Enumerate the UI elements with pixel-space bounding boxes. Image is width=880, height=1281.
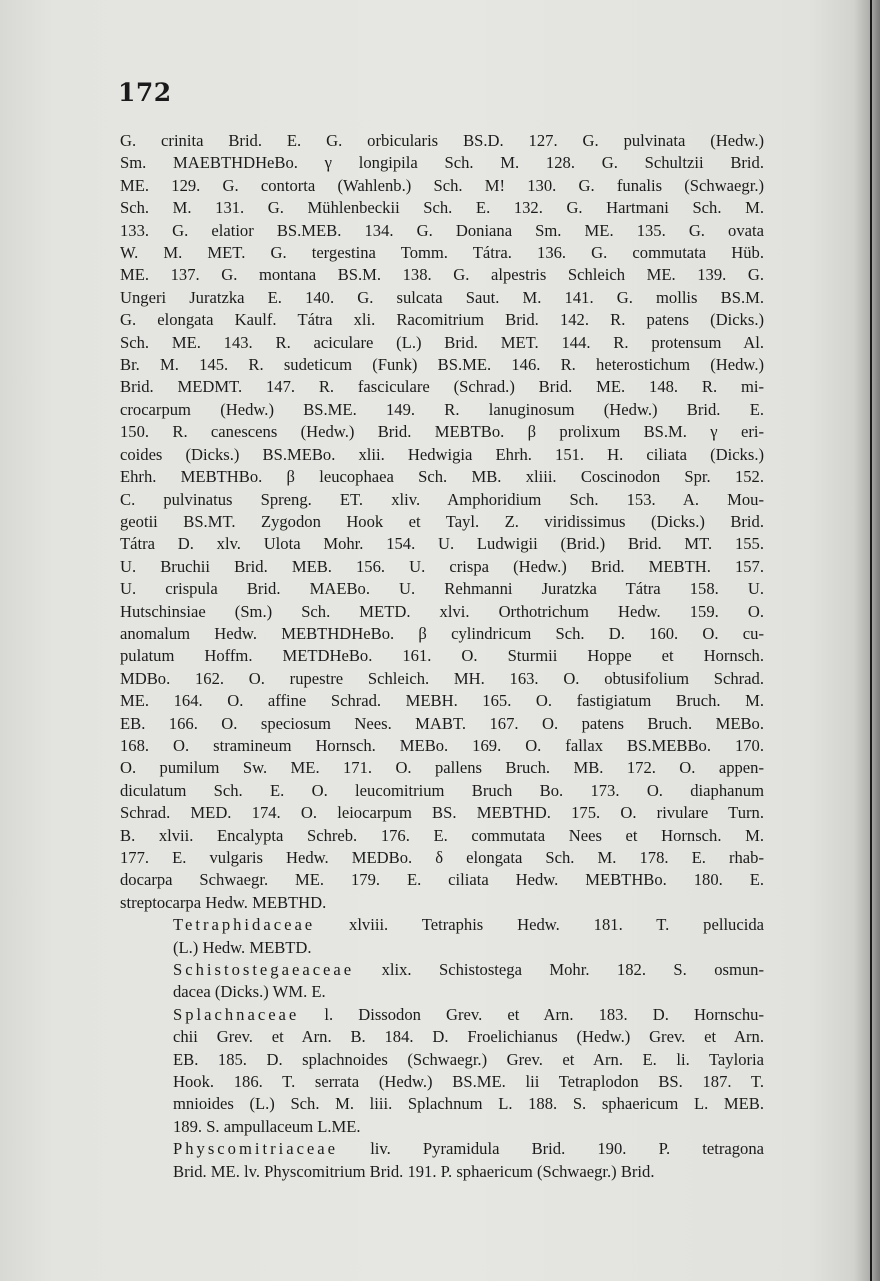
text-line [120, 1093, 764, 1115]
physcomitriaceae-paragraph [120, 1138, 764, 1183]
family-name: Tetraphidaceae [173, 915, 316, 935]
line-text: Hook. 186. T. serrata (Hedw.) BS.ME. lii Tetraplodon BS. 187. T. [173, 1072, 764, 1092]
line-text: ME. 164. O. affine Schrad. MEBH. 165. O. fastigiatum Bruch. M. [120, 691, 764, 711]
line-text: Ungeri Juratzka E. 140. G. sulcata Saut. M. 141. G. mollis BS.M. [120, 287, 764, 307]
line-text: Schrad. MED. 174. O. leiocarpum BS. MEBTHD. 175. O. rivulare Turn. [120, 803, 764, 823]
line-text: ME. 137. G. montana BS.M. 138. G. alpestris Schleich ME. 139. G. [120, 265, 764, 285]
line-text: liv. Pyramidula Brid. 190. P. tetragona [338, 1139, 764, 1159]
text-line [120, 220, 764, 242]
text-line [120, 332, 764, 354]
line-text: pulatum Hoffm. METDHeBo. 161. O. Sturmii Hoppe et Hornsch. [120, 646, 764, 666]
text-line [120, 645, 764, 667]
line-text: G. crinita Brid. E. G. orbicularis BS.D. 127. G. pulvinata (Hedw.) [120, 131, 764, 150]
text-line [120, 175, 764, 197]
line-text: U. crispula Brid. MAEBo. U. Rehmanni Juratzka Tátra 158. U. [120, 579, 764, 599]
text-line [120, 914, 764, 936]
line-text: chii Grev. et Arn. B. 184. D. Froelichianus (Hedw.) Grev. et Arn. [173, 1027, 764, 1047]
line-text: xlviii. Tetraphis Hedw. 181. T. pellucida [315, 915, 764, 935]
text-line [120, 1071, 764, 1093]
text-line [120, 399, 764, 421]
splachnaceae-paragraph [120, 1004, 764, 1138]
text-line [120, 713, 764, 735]
text-line [120, 735, 764, 757]
text-line [120, 556, 764, 578]
text-line [120, 959, 764, 981]
line-text: 189. S. ampullaceum L.ME. [173, 1116, 361, 1136]
text-line [120, 690, 764, 712]
text-line [120, 444, 764, 466]
line-text: B. xlvii. Encalypta Schreb. 176. E. commutata Nees et Hornsch. M. [120, 825, 764, 845]
line-text: EB. 185. D. splachnoides (Schwaegr.) Grev. et Arn. E. li. Tayloria [173, 1049, 764, 1069]
text-line [120, 1116, 764, 1138]
text-line [120, 354, 764, 376]
line-text: MDBo. 162. O. rupestre Schleich. MH. 163. O. obtusifolium Schrad. [120, 668, 764, 688]
page-edge-shadow [854, 0, 880, 1281]
tetraphidaceae-paragraph [120, 914, 764, 959]
line-text: mnioides (L.) Sch. M. liii. Splachnum L. 188. S. sphaericum L. MEB. [173, 1094, 764, 1114]
text-line [120, 825, 764, 847]
line-text: Sch. M. 131. G. Mühlenbeckii Sch. E. 132. G. Hartmani Sch. M. [120, 198, 764, 218]
line-text: ME. 129. G. contorta (Wahlenb.) Sch. M! 130. G. funalis (Schwaegr.) [120, 175, 764, 195]
line-text: C. pulvinatus Spreng. ET. xliv. Amphoridium Sch. 153. A. Mou- [120, 489, 764, 509]
species-list-paragraph [120, 130, 764, 914]
text-line [120, 668, 764, 690]
text-line [120, 1026, 764, 1048]
line-text: 150. R. canescens (Hedw.) Brid. MEBTBo. β prolixum BS.M. γ eri- [120, 422, 764, 442]
line-text: Brid. MEDMT. 147. R. fasciculare (Schrad.) Brid. ME. 148. R. mi- [120, 377, 764, 397]
text-line [120, 578, 764, 600]
page-number: 172 [118, 78, 172, 107]
line-text: W. M. MET. G. tergestina Tomm. Tátra. 136. G. commutata Hüb. [120, 243, 764, 263]
family-name: Splachnaceae [173, 1004, 300, 1024]
line-text: O. pumilum Sw. ME. 171. O. pallens Bruch. MB. 172. O. appen- [120, 758, 764, 778]
text-line [120, 847, 764, 869]
line-text: diculatum Sch. E. O. leucomitrium Bruch Bo. 173. O. diaphanum [120, 780, 764, 800]
text-line [120, 1161, 764, 1183]
text-line [120, 152, 764, 174]
text-line [120, 869, 764, 891]
line-text: Sm. MAEBTHDHeBo. γ longipila Sch. M. 128. G. Schultzii Brid. [120, 153, 764, 173]
text-line [120, 892, 764, 914]
schistostegaceae-paragraph [120, 959, 764, 1004]
text-line [120, 421, 764, 443]
text-line [120, 1004, 764, 1026]
text-line [120, 1049, 764, 1071]
text-line [120, 601, 764, 623]
page-edge-line [870, 0, 872, 1281]
text-line [120, 197, 764, 219]
line-text: (L.) Hedw. MEBTD. [173, 937, 312, 957]
line-text: xlix. Schistostega Mohr. 182. S. osmun- [354, 960, 764, 980]
line-text: anomalum Hedw. MEBTHDHeBo. β cylindricum Sch. D. 160. O. cu- [120, 623, 764, 643]
text-line [120, 623, 764, 645]
line-text: docarpa Schwaegr. ME. 179. E. ciliata Hedw. MEBTHBo. 180. E. [120, 870, 764, 890]
line-text: G. elongata Kaulf. Tátra xli. Racomitrium Brid. 142. R. patens (Dicks.) [120, 310, 764, 330]
line-text: crocarpum (Hedw.) BS.ME. 149. R. lanuginosum (Hedw.) Brid. E. [120, 399, 764, 419]
text-line [120, 533, 764, 555]
line-text: Sch. ME. 143. R. aciculare (L.) Brid. MET. 144. R. protensum Al. [120, 332, 764, 352]
line-text: Brid. ME. lv. Physcomitrium Brid. 191. P. sphaericum (Schwaegr.) Brid. [173, 1161, 655, 1181]
text-line [120, 287, 764, 309]
text-line [120, 1138, 764, 1160]
text-line [120, 981, 764, 1003]
text-line [120, 780, 764, 802]
text-line [120, 376, 764, 398]
text-line [120, 309, 764, 331]
text-line [120, 511, 764, 533]
line-text: geotii BS.MT. Zygodon Hook et Tayl. Z. viridissimus (Dicks.) Brid. [120, 511, 764, 531]
text-line [120, 264, 764, 286]
line-text: Ehrh. MEBTHBo. β leucophaea Sch. MB. xliii. Coscinodon Spr. 152. [120, 467, 764, 487]
line-text: Hutschinsiae (Sm.) Sch. METD. xlvi. Orthotrichum Hedw. 159. O. [120, 601, 764, 621]
line-text: coides (Dicks.) BS.MEBo. xlii. Hedwigia Ehrh. 151. H. ciliata (Dicks.) [120, 444, 764, 464]
line-text: U. Bruchii Brid. MEB. 156. U. crispa (Hedw.) Brid. MEBTH. 157. [120, 556, 764, 576]
text-line [120, 757, 764, 779]
family-name: Schistostegaeaceae [173, 960, 355, 980]
family-name: Physcomitriaceae [173, 1139, 339, 1159]
line-text: EB. 166. O. speciosum Nees. MABT. 167. O. patens Bruch. MEBo. [120, 713, 764, 733]
line-text: 177. E. vulgaris Hedw. MEDBo. δ elongata Sch. M. 178. E. rhab- [120, 848, 764, 867]
line-text: Tátra D. xlv. Ulota Mohr. 154. U. Ludwigii (Brid.) Brid. MT. 155. [120, 534, 764, 554]
text-line [120, 466, 764, 488]
line-text: 168. O. stramineum Hornsch. MEBo. 169. O. fallax BS.MEBBo. 170. [120, 735, 764, 755]
text-line [120, 937, 764, 959]
text-line [120, 242, 764, 264]
text-body [120, 130, 764, 1183]
text-line [120, 802, 764, 824]
text-line [120, 130, 764, 152]
line-text: dacea (Dicks.) WM. E. [173, 982, 326, 1002]
text-line [120, 489, 764, 511]
line-text: l. Dissodon Grev. et Arn. 183. D. Hornschu- [299, 1004, 764, 1024]
line-text: streptocarpa Hedw. MEBTHD. [120, 892, 327, 912]
line-text: Br. M. 145. R. sudeticum (Funk) BS.ME. 146. R. heterostichum (Hedw.) [120, 355, 764, 375]
line-text: 133. G. elatior BS.MEB. 134. G. Doniana Sm. ME. 135. G. ovata [120, 220, 764, 240]
